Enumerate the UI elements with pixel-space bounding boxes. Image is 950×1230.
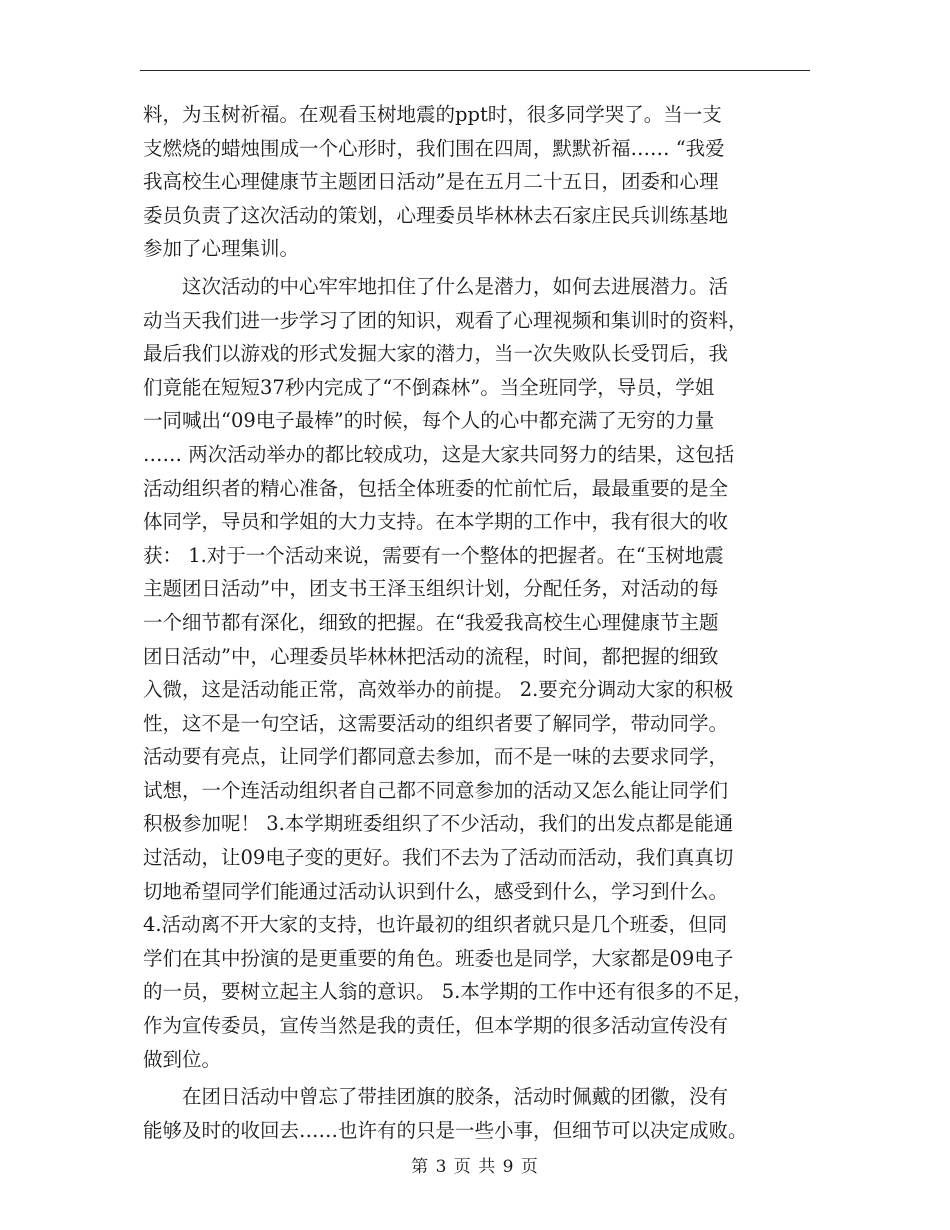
text-line: 活动组织者的精心准备，包括全体班委的忙前忙后，最最重要的是全 bbox=[143, 476, 729, 500]
text-line: 作为宣传委员，宣传当然是我的责任，但本学期的很多活动宣传没有 bbox=[143, 1014, 729, 1038]
text-line: 参加了心理集训。 bbox=[143, 237, 300, 261]
text-line: 料，为玉树祈福。在观看玉树地震的ppt时，很多同学哭了。当一支 bbox=[143, 103, 722, 126]
text-line: 委员负责了这次活动的策划，心理委员毕林林去石家庄民兵训练基地 bbox=[143, 203, 729, 227]
text-line: 一个细节都有深化，细致的把握。在“我爱我高校生心理健康节主题 bbox=[143, 610, 719, 634]
text-line: 积极参加呢！ 3.本学期班委组织了不少活动，我们的出发点都是能通 bbox=[143, 812, 734, 836]
paragraph-2 bbox=[143, 270, 811, 1076]
text-line: 活动要有亮点，让同学们都同意去参加，而不是一味的去要求同学， bbox=[143, 745, 729, 769]
paragraph-1 bbox=[143, 98, 811, 266]
text-line: 入微，这是活动能正常，高效举办的前提。 2.要充分调动大家的积极 bbox=[143, 678, 734, 702]
text-line: 团日活动”中，心理委员毕林林把活动的流程，时间，都把握的细致 bbox=[143, 644, 719, 668]
text-line: 支燃烧的蜡烛围成一个心形时，我们围在四周，默默祈福…… “我爱 bbox=[143, 136, 725, 160]
text-line: 过活动，让09电子变的更好。我们不去为了活动而活动，我们真真切 bbox=[143, 846, 734, 870]
text-line: 切地希望同学们能通过活动认识到什么，感受到什么，学习到什么。 bbox=[143, 879, 729, 903]
text-line: 在团日活动中曾忘了带挂团旗的胶条，活动时佩戴的团徽，没有 bbox=[143, 1085, 729, 1109]
header-rule bbox=[140, 70, 810, 71]
text-line: 最后我们以游戏的形式发掘大家的潜力，当一次失败队长受罚后，我 bbox=[143, 342, 729, 366]
text-line: …… 两次活动举办的都比较成功，这是大家共同努力的结果，这包括 bbox=[143, 442, 735, 466]
paragraph-3 bbox=[143, 1080, 811, 1147]
text-line: 动当天我们进一步学习了团的知识，观看了心理视频和集训时的资料， bbox=[143, 308, 748, 332]
text-line: 我高校生心理健康节主题团日活动”是在五月二十五日，团委和心理 bbox=[143, 170, 719, 194]
text-line: 获： 1.对于一个活动来说，需要有一个整体的把握者。在“玉树地震 bbox=[143, 543, 724, 567]
text-line: 学们在其中扮演的是更重要的角色。班委也是同学，大家都是09电子 bbox=[143, 946, 734, 970]
text-line: 的一员，要树立起主人翁的意识。 5.本学期的工作中还有很多的不足， bbox=[143, 980, 753, 1004]
text-line: 性，这不是一句空话，这需要活动的组织者要了解同学，带动同学。 bbox=[143, 711, 729, 735]
text-line: 体同学，导员和学姐的大力支持。在本学期的工作中，我有很大的收 bbox=[143, 510, 729, 534]
text-line: 一同喊出“09电子最棒”的时候，每个人的心中都充满了无穷的力量 bbox=[143, 409, 715, 433]
text-line: 4.活动离不开大家的支持，也许最初的组织者就只是几个班委，但同 bbox=[143, 913, 728, 937]
text-line: 做到位。 bbox=[143, 1047, 222, 1071]
text-line: 们竟能在短短37秒内完成了“不倒森林”。当全班同学，导员，学姐 bbox=[143, 375, 715, 399]
text-line: 这次活动的中心牢牢地扣住了什么是潜力，如何去进展潜力。活 bbox=[143, 274, 729, 298]
document-body bbox=[143, 98, 811, 1151]
page-number: 第 3 页 共 9 页 bbox=[411, 1157, 539, 1177]
text-line: 试想，一个连活动组织者自己都不同意参加的活动又怎么能让同学们 bbox=[143, 778, 729, 802]
text-line: 主题团日活动”中，团支书王泽玉组织计划，分配任务，对活动的每 bbox=[143, 577, 719, 601]
text-line: 能够及时的收回去……也许有的只是一些小事，但细节可以决定成败。 bbox=[143, 1118, 748, 1142]
